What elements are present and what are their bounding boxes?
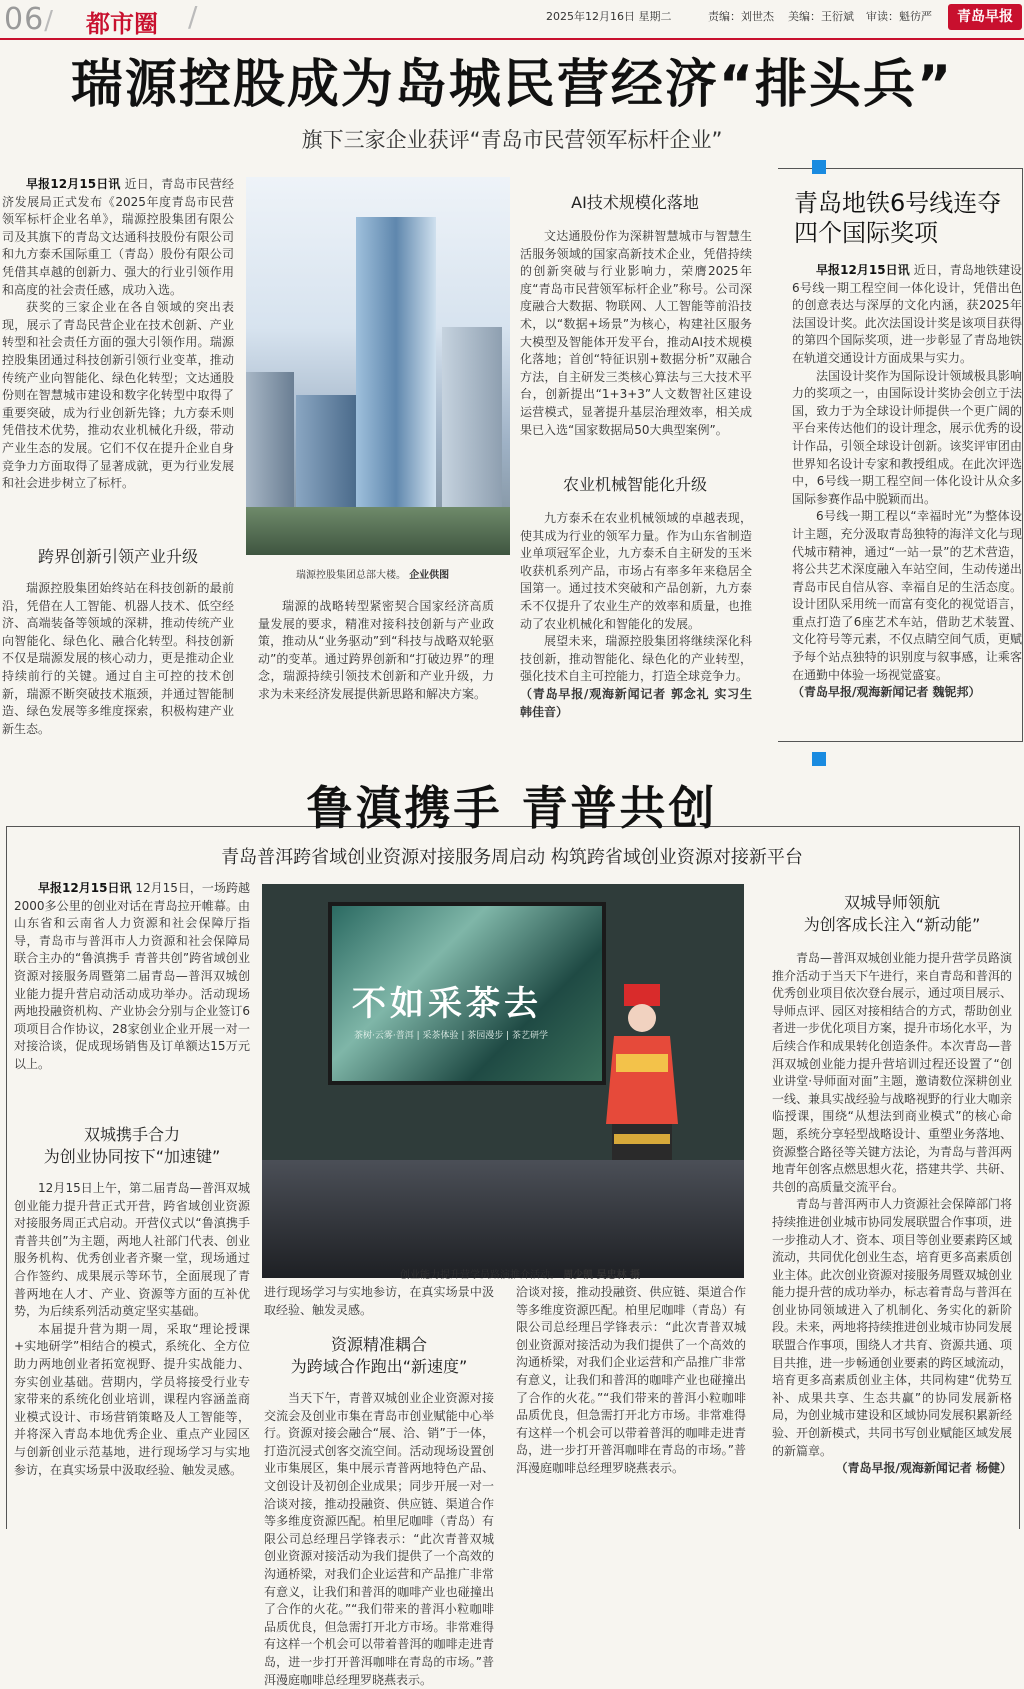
article1-col1-lower: 瑞源控股集团始终站在科技创新的最前沿，凭借在人工智能、机器人技术、低空经济、高端装备等领域的深耕，推动传统产业向智能化、绿色化、融合化转型。科技创新不仅是瑞源发展的核心动力，更是推动企业持续前行的关键。通过自主可控的技术创新，瑞源不断突破技术瓶颈，并通过智能制造、绿色发展等多维度探索，积极构建产业新生态。 bbox=[2, 581, 234, 736]
issue-date: 2025年12月16日 星期二 bbox=[546, 10, 672, 23]
article3-col1: 早报12月15日讯 12月15日，一场跨越2000多公里的创业对话在青岛拉开帷幕。由山东省和云南省人力资源和社会保障厅指导，青岛市与普洱市人力资源和社会保障局联合主办的“鲁滇携手 青普共创”跨省域创业资源对接服务周暨第二届青岛—普洱双城创业能力提升营启动活动成功举办。活动现场两地投融资机构、产业协会分别与企业签订6项项目合作协议，28家创业企业开展一对一对接洽谈，促成现场销售及订单额达15万元以上。 bbox=[14, 881, 250, 1071]
headline-main: 瑞源控股成为岛城民营经济“排头兵” bbox=[70, 55, 954, 115]
article3-section-3: 双城导师领航 为创客成长注入“新动能” bbox=[803, 893, 981, 934]
designer-credit: 美编：王衍斌 bbox=[788, 10, 854, 23]
article3-section-2: 资源精准耦合 为跨域合作跑出“新速度” bbox=[290, 1335, 468, 1376]
metro-headline: 青岛地铁6号线连夺四个国际奖项 bbox=[794, 189, 1002, 247]
header-slash: / bbox=[188, 0, 198, 33]
article3-col2-top: 进行现场学习与实地参访，在真实场景中汲取经验、触发灵感。 bbox=[264, 1285, 494, 1317]
article1-section-2: AI技术规模化落地 bbox=[571, 193, 699, 212]
proof-credit: 审读：魁彷严 bbox=[866, 10, 932, 23]
editor-credit: 责编：刘世杰 bbox=[708, 10, 774, 23]
audience bbox=[262, 1160, 744, 1278]
roadshow-photo bbox=[262, 884, 744, 1278]
article1-col3: 文达通股份作为深耕智慧城市与智慧生活服务领域的国家高新技术企业，凭借持续的创新突破与行业影响力，荣膺2025年度“青岛市民营领军标杆企业”称号。公司深度融合大数据、物联网、人工智能等前沿技术，以“数据+场景”为核心，构建社区服务大模型及智能体开发平台，推动AI技术规模化落地；首创“特征识别+数据分析”双融合方法，自主研发三类核心算法与三大技术平台，创新提出“1+3+3”人文数智社区建设运营模式，显著提升基层治理效率，相关成果已入选“国家数据局50大典型案例”。 bbox=[520, 229, 752, 437]
article3-col1-lower: 12月15日上午，第二届青岛—普洱双城创业能力提升营正式开营，跨省域创业资源对接服务周正式启动。开营仪式以“鲁滇携手 青普共创”为主题，两地人社部门代表、创业服务机构、优秀创业者齐聚一堂，现场通过合作签约、成果展示等环节，全面展现了青普两地在人才、产业、资源等方面的互补优势，为后续系列活动奠定坚实基础。 本届提升营为期一周，采取“理论授课+实地研学”相结合的模式，系统化、全方位助力两地创业者拓宽视野、提升实战能力、夯实创业基础。营期内，学员将接受行业专家带来的系统化创业培训，课程内容涵盖商业模式设计、市场营销策略及人工智能等，并将深入青岛本地优秀企业、重点产业园区与创新创业示范基地，进行现场学习与实地参访，在真实场景中汲取经验、触发灵感。 bbox=[14, 1181, 250, 1477]
article1-col3-lower: 九方泰禾在农业机械领域的卓越表现，使其成为行业的领军力量。作为山东省制造业单项冠军企业，九方泰禾自主研发的玉米收获机系列产品，市场占有率多年来稳居全国第一。通过技术突破和产品创新，九方泰禾不仅提升了农业生产的效率和质量，也推动了农业机械化和智能化的发展。 展望未来，瑞源控股集团将继续深化科技创新，推动智能化、绿色化的产业转型，强化技术自主可控能力，打造全球竞争力。 （青岛早报/观海新闻记者 郭念礼 实习生 韩佳音） bbox=[520, 511, 752, 719]
box-marker-top bbox=[812, 160, 826, 174]
headline-subtitle: 旗下三家企业获评“青岛市民营领军标杆企业” bbox=[301, 128, 723, 152]
article1-col2-lower: 瑞源的战略转型紧密契合国家经济高质量发展的要求，精准对接科技创新与产业政策，推动从“业务驱动”到“科技与战略双轮驱动”的变革。通过跨界创新和“打破边界”的理念，瑞源持续引领技术创新和产业升级，力求为未来经济发展提供新思路和解决方案。 bbox=[258, 599, 494, 701]
article1-section-1: 跨界创新引领产业升级 bbox=[37, 547, 198, 566]
photo2-caption: 创业能力提升营学员路演推介活动。 周少凯 吴忠林 摄 bbox=[400, 1270, 641, 1281]
article3-col3: 洽谈对接，推动投融资、供应链、渠道合作等多维度资源匹配。柏里尼咖啡（青岛）有限公司总经理吕学锋表示：“此次青普双城创业资源对接活动为我们提供了一个高效的沟通桥梁，对我们企业运营和产品推广非常有意义，让我们和普洱的咖啡产业也碰撞出了合作的火花。”“我们带来的普洱小粒咖啡品质优良，但急需打开北方市场。非常难得有这样一个机会可以带着普洱的咖啡走进青岛，进一步打开普洱咖啡在青岛的市场。”普洱漫庭咖啡总经理罗晓燕表示。 bbox=[516, 1285, 746, 1475]
section-name: 都市圈 bbox=[86, 10, 158, 38]
metro-body: 早报12月15日讯 近日，青岛地铁建设6号线一期工程空间一体化设计，凭借出色的创意表达与深厚的文化内涵，获2025年法国设计奖。此次法国设计奖是该项目获得的第四个国际奖项，进一步彰显了青岛地铁在轨道交通设计方面成果与实力。 法国设计奖作为国际设计领域极具影响力的奖项之一，由国际设计奖协会创立于法国，致力于为全球设计师提供一个更广阔的平台来传达他们的设计理念，展示优秀的设计作品，引领全球设计创新。该奖评审团由世界知名设计专家和教授组成。在此次评选中，6号线一期工程空间一体化设计从众多国际参赛作品中脱颖而出。 6号线一期工程以“幸福时光”为整体设计主题，充分汲取青岛独特的海洋文化与现代城市精神，通过“一站一景”的艺术营造，将公共艺术深度融入车站空间，生动传递出青岛市民自信从容、幸福自足的生活态度。设计团队采用统一而富有变化的视觉语言，重点打造了6座艺术车站，借助艺术装置、文化符号等元素，不仅点睛空间气质，更赋予每个站点独特的识别度与叙事感，让乘客在通勤中体验一场视觉盛宴。 （青岛早报/观海新闻记者 魏铌邦） bbox=[792, 263, 1022, 700]
article3-col2: 当天下午，青普双城创业企业资源对接交流会及创业市集在青岛市创业赋能中心举行。资源对接会融合“展、洽、销”于一体，打造沉浸式创客交流空间。活动现场设置创业市集展区，集中展示青普两地特色产品、文创设计及初创企业成果；同步开展一对一洽谈对接，推动投融资、供应链、渠道合作等多维度资源匹配。柏里尼咖啡（青岛）有限公司总经理吕学锋表示：“此次青普双城创业资源对接活动为我们提供了一个高效的沟通桥梁，对我们企业运营和产品推广非常有意义，让我们和普洱的咖啡产业也碰撞出了合作的火花。”“我们带来的普洱小粒咖啡品质优良，但急需打开北方市场。非常难得有这样一个机会可以带着普洱的咖啡走进青岛，进一步打开普洱咖啡在青岛的市场。”普洱漫庭咖啡总经理罗晓燕表示。 bbox=[264, 1391, 494, 1687]
header-rule bbox=[0, 38, 1024, 40]
article1-section-3: 农业机械智能化升级 bbox=[562, 475, 707, 494]
article3-headline: 鲁滇携手 青普共创 bbox=[306, 781, 718, 835]
page-number: 06/ bbox=[4, 2, 54, 37]
hq-building-photo bbox=[246, 177, 510, 555]
article3-subtitle: 青岛普洱跨省域创业资源对接服务周启动 构筑跨省域创业资源对接新平台 bbox=[221, 847, 803, 868]
photo1-caption: 瑞源控股集团总部大楼。 企业供图 bbox=[296, 570, 450, 581]
article3-section-1: 双城携手合力 为创业协同按下“加速键” bbox=[43, 1125, 221, 1166]
brand-logo: 青岛早报 bbox=[948, 4, 1022, 30]
article1-col1: 早报12月15日讯 近日，青岛市民营经济发展局正式发布《2025年度青岛市民营领军标杆企业名单》，瑞源控股集团有限公司及其旗下的青岛文达通科技股份有限公司和九方泰禾国际重工（青岛）股份有限公司凭借其卓越的创新力、强大的行业引领作用和高度的社会责任感，成功入选。 获奖的三家企业在各自领域的突出表现，展示了青岛民营企业在技术创新、产业转型和社会责任方面的强大引领作用。瑞源控股集团通过科技创新引领行业变革，推动传统产业向智能化、绿色化转型；文达通股份则在智慧城市建设和数字化转型中取得了重要突破，成为行业创新先锋；九方泰禾则凭借技术优势，推动农业机械化升级，带动产业生态的发展。它们不仅在提升企业自身竞争力方面取得了显著成就，更为行业发展和社会进步树立了标杆。 bbox=[2, 177, 234, 491]
article3-col4: 青岛—普洱双城创业能力提升营学员路演推介活动于当天下午进行，来自青岛和普洱的优秀创业项目依次登台展示，通过项目展示、导师点评、园区对接相结合的方式，帮助创业者进一步优化项目方案，提升市场化水平，为后续合作和成果转化创造条件。本次青岛—普洱双城创业能力提升营培训过程还设置了“创业讲堂·导师面对面”主题，邀请数位深耕创业一线、兼具实战经验与战略视野的行业大咖亲临授课，围绕“从想法到商业模式”的核心命题，系统分享轻型战略设计、重塑业务落地、资源整合路径等关键方法论，为青岛与普洱两地青年创客点燃思想火花，搭建共学、共研、共创的高质量交流平台。 青岛与普洱两市人力资源社会保障部门将持续推进创业城市协同发展联盟合作事项，进一步推动人才、资本、项目等创业要素跨区域流动，共同优化创业生态，培育更多高素质创业主体。此次创业资源对接服务周暨双城创业能力提升营的成功举办，标志着青岛与普洱在创业协同领域进入了机制化、务实化的新阶段。未来，两地将持续推进创业城市协同发展联盟合作事项，围绕人才共育、资源共通、项目共推，进一步畅通创业要素的跨区域流动，培育更多高素质创业主体，共同构建“优势互补、成果共享、生态共赢”的协同发展新格局，为创业城市建设和区域协同发展积累新经验、开创新模式，共同书写创业赋能区域发展的新篇章。 （青岛早报/观海新闻记者 杨健） bbox=[772, 951, 1013, 1476]
presentation-screen: 不如采茶去 茶树·云雾·普洱 | 采茶体验 | 茶园漫步 | 茶艺研学 bbox=[328, 902, 606, 1085]
box-marker-bottom bbox=[812, 752, 826, 766]
